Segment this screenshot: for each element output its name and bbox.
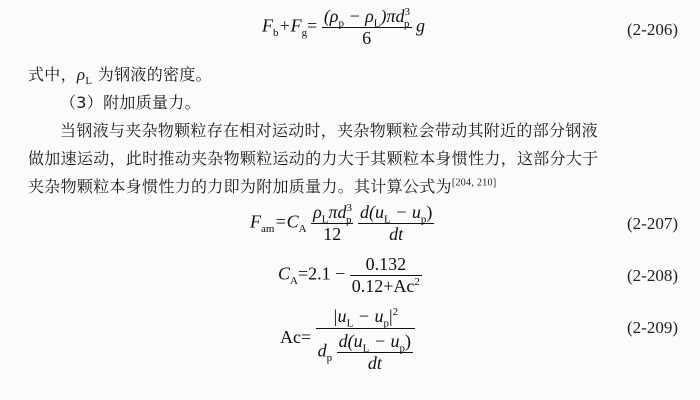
section-heading: （3）附加质量力。 bbox=[60, 93, 201, 112]
where-line: 式中，$\rho_L$ 为钢液的密度。 bbox=[28, 65, 212, 88]
equation-number: (2-207) bbox=[627, 214, 678, 233]
formula-2-206: $F_b+F_g=$ $\frac{(\rho_p - \rho_L)\pi d^3_p}{6}$ g bbox=[262, 6, 425, 48]
equation-2-208 bbox=[0, 252, 700, 304]
equation-number: (2-208) bbox=[627, 266, 678, 285]
formula-2-208: $C_A=2.1$ − $\frac{0.132}{0.12+Ac^2}$ bbox=[278, 254, 420, 296]
fraction-acceleration-number: $|u_L - u_p|^2$ $d_p$ $\frac{d(u_L - u_p)}{dt}$ bbox=[316, 304, 415, 374]
equation-number: (2-209) bbox=[627, 318, 678, 337]
paragraph-line-3: 夹杂物颗粒本身惯性力的力即为附加质量力。其计算公式为[204, 210] bbox=[28, 177, 497, 196]
equation-2-207 bbox=[0, 200, 700, 254]
paragraph-line-2: 做加速运动，此时推动夹杂物颗粒运动的力大于其颗粒本身惯性力，这部分大于 bbox=[28, 149, 599, 168]
fraction-derivative: $\frac{d(u_L - u_p)}{dt}$ bbox=[359, 202, 433, 244]
equation-2-209 bbox=[0, 302, 700, 398]
citation: [204, 210] bbox=[451, 177, 497, 189]
formula-2-207: $F_{am}=C_A$ $\frac{\rho_L\pi d^3_p}{12}$ $\frac{d(u_L - u_p)}{dt}$ bbox=[250, 202, 433, 244]
fraction-coefficient: $\frac{0.132}{0.12+Ac^2}$ bbox=[351, 254, 420, 296]
formula-2-209: Ac= $|u_L - u_p|^2$ $d_p$ $\frac{d(u_L - u_p)}{dt}$ bbox=[280, 304, 415, 374]
paragraph-line-1: 当钢液与夹杂物颗粒存在相对运动时，夹杂物颗粒会带动其附近的部分钢液 bbox=[60, 121, 598, 140]
fraction-inner-derivative: $\frac{d(u_L - u_p)}{dt}$ bbox=[338, 331, 412, 373]
fraction-density: $\frac{(\rho_p - \rho_L)\pi d^3_p}{6}$ bbox=[323, 6, 410, 48]
fraction-mass: $\frac{\rho_L\pi d^3_p}{12}$ bbox=[313, 202, 352, 244]
equation-number: (2-206) bbox=[627, 20, 678, 39]
equation-2-206 bbox=[0, 4, 700, 60]
